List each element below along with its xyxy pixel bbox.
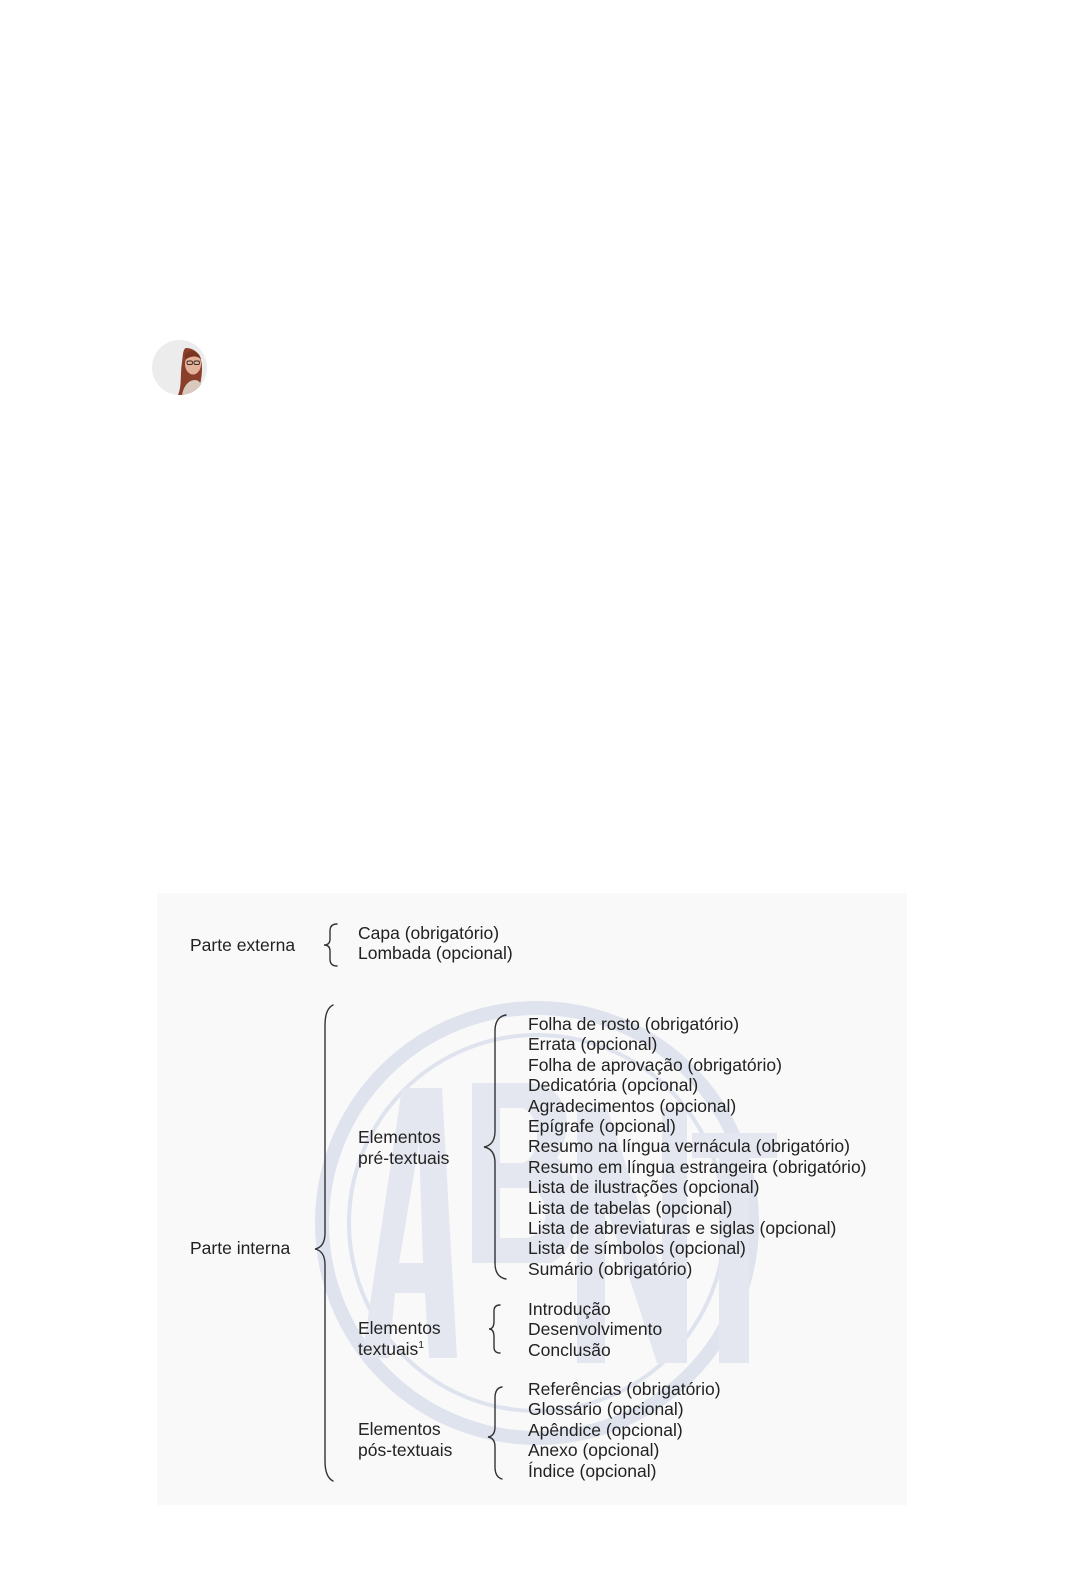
list-item: Apêndice (opcional) (528, 1419, 683, 1440)
list-item: Resumo em língua estrangeira (obrigatório) (528, 1156, 867, 1177)
list-item: Folha de rosto (obrigatório) (528, 1014, 740, 1034)
label-pre-textuais-line1: Elementos (358, 1127, 441, 1147)
list-item: Lombada (opcional) (358, 943, 513, 964)
list-item: Sumário (obrigatório) (528, 1258, 693, 1279)
label-textuais-line2 (358, 1339, 424, 1359)
footnote-marker: 1 (418, 1340, 424, 1352)
list-item: Lista de abreviaturas e siglas (opcional) (528, 1217, 837, 1238)
label-textuais-text: textuais (358, 1339, 419, 1359)
author-avatar[interactable] (152, 340, 207, 395)
label-pos-textuais-line1: Elementos (358, 1419, 441, 1439)
list-item: Epígrafe (opcional) (528, 1115, 676, 1136)
list-item: Glossário (opcional) (528, 1399, 684, 1420)
list-item: Desenvolvimento (528, 1319, 663, 1340)
brace-parte-externa (324, 924, 337, 966)
label-pos-textuais-line2: pós-textuais (358, 1440, 453, 1460)
brace-pre-textuais (484, 1015, 506, 1279)
list-item: Conclusão (528, 1339, 611, 1360)
list-item: Anexo (opcional) (528, 1440, 660, 1461)
brace-parte-interna (315, 1005, 333, 1481)
list-textuais (528, 1299, 662, 1360)
list-item: Dedicatória (opcional) (528, 1075, 699, 1096)
document-structure-diagram (157, 893, 907, 1505)
list-pos-textuais (528, 1379, 721, 1481)
list-item: Índice (opcional) (528, 1460, 657, 1481)
brace-textuais (489, 1305, 500, 1353)
list-item: Resumo na língua vernácula (obrigatório) (528, 1136, 850, 1157)
list-item: Capa (obrigatório) (358, 923, 500, 943)
label-pre-textuais-line2: pré-textuais (358, 1148, 450, 1168)
person-avatar-icon (152, 340, 207, 395)
list-item: Lista de tabelas (opcional) (528, 1197, 733, 1218)
list-item: Folha de aprovação (obrigatório) (528, 1054, 782, 1075)
list-pre-textuais (528, 1014, 867, 1279)
brace-pos-textuais (488, 1387, 502, 1479)
list-item: Lista de símbolos (opcional) (528, 1238, 746, 1259)
label-parte-externa: Parte externa (190, 935, 296, 955)
list-item: Introdução (528, 1299, 611, 1319)
list-item: Agradecimentos (opcional) (528, 1095, 737, 1116)
list-item: Referências (obrigatório) (528, 1379, 721, 1399)
label-parte-interna: Parte interna (190, 1238, 291, 1258)
list-item: Lista de ilustrações (opcional) (528, 1177, 760, 1198)
list-item: Errata (opcional) (528, 1034, 658, 1055)
label-textuais-line1: Elementos (358, 1318, 441, 1338)
list-parte-externa (358, 923, 513, 964)
